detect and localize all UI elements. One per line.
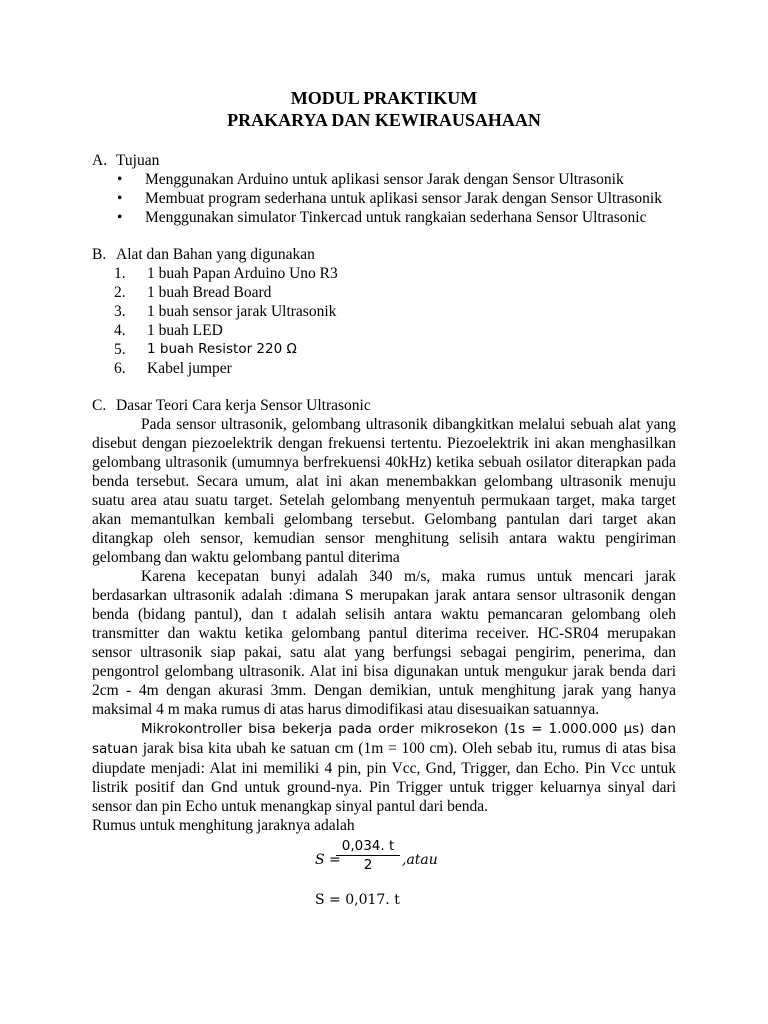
section-a-heading	[92, 151, 676, 170]
section-b-letter: B.	[92, 246, 107, 263]
bullet-icon: •	[117, 171, 123, 188]
section-c-letter: C.	[92, 397, 107, 414]
material-text: 1 buah Bread Board	[147, 284, 272, 301]
item-number: 6.	[114, 360, 126, 377]
materials-list	[92, 264, 676, 378]
list-item	[114, 189, 676, 208]
section-b-heading	[92, 245, 676, 264]
objectives-list	[92, 170, 676, 227]
formula-fraction	[336, 837, 400, 874]
theory-paragraph-2: Karena kecepatan bunyi adalah 340 m/s, maka rumus untuk mencari jarak berdasarkan ultrasonik adalah :dimana S merupakan jarak antara sensor ultrasonik dengan benda (bidang pantul), dan t adalah selisih antara waktu pemancaran gelombang oleh transmitter dan waktu ketika gelombang pantul diterima receiver. HC-SR04 merupakan sensor ultrasonik siap pakai, satu alat yang berfungsi sebagai pengirim, penerima, dan pengontrol gelombang ultrasonik. Alat ini bisa digunakan untuk mengukur jarak benda dari 2cm - 4m dengan akurasi 3mm. Dengan demikian, untuk menghitung jarak yang hanya maksimal 4 m maka rumus di atas harus dimodifikasi atau disesuaikan satuannya.	[92, 568, 676, 718]
theory-paragraph-3	[92, 719, 676, 816]
formula-lhs: S =	[315, 852, 341, 868]
document-subtitle: PRAKARYA DAN KEWIRAUSAHAAN	[227, 110, 541, 130]
item-number: 3.	[114, 303, 126, 320]
objective-text: Membuat program sederhana untuk aplikasi sensor Jarak dengan Sensor Ultrasonik	[145, 190, 662, 207]
section-c-title: Dasar Teori Cara kerja Sensor Ultrasonic	[116, 397, 371, 414]
theory-paragraph-3-text: jarak bisa kita ubah ke satuan cm (1m = 100 cm). Oleh sebab itu, rumus di atas bisa diupdate menjadi: Alat ini memiliki 4 pin, pin Vcc, Gnd, Trigger, dan Echo. Pin Vcc untuk listrik positif dan Gnd untuk ground-nya. Pin Trigger untuk trigger keluarnya sinyal dari sensor dan pin Echo untuk menangkap sinyal pantul dari benda.	[92, 740, 676, 815]
list-item	[114, 321, 676, 340]
objective-text: Menggunakan simulator Tinkercad untuk rangkaian sederhana Sensor Ultrasonic	[145, 209, 647, 226]
distance-formula-2	[92, 891, 676, 911]
section-c-heading	[92, 396, 676, 415]
item-number: 5.	[114, 341, 126, 358]
item-number: 2.	[114, 284, 126, 301]
list-item	[114, 170, 676, 189]
formula-tail: ,atau	[402, 852, 438, 868]
material-text: 1 buah Resistor 220 Ω	[147, 341, 297, 357]
material-text: 1 buah LED	[147, 322, 223, 339]
material-text: Kabel jumper	[147, 360, 232, 377]
formula-2-text: S = 0,017. t	[315, 892, 400, 908]
formula-intro: Rumus untuk menghitung jaraknya adalah	[92, 817, 355, 834]
list-item	[114, 208, 676, 227]
list-item	[114, 340, 676, 359]
list-item	[114, 302, 676, 321]
bullet-icon: •	[117, 209, 123, 226]
bullet-icon: •	[117, 190, 123, 207]
list-item	[114, 283, 676, 302]
item-number: 1.	[114, 265, 126, 282]
section-b-title: Alat dan Bahan yang digunakan	[116, 246, 315, 263]
distance-formula-1	[92, 837, 676, 891]
section-a-title: Tujuan	[116, 152, 160, 169]
material-text: 1 buah sensor jarak Ultrasonik	[147, 303, 337, 320]
list-item	[114, 264, 676, 283]
objective-text: Menggunakan Arduino untuk aplikasi sensor Jarak dengan Sensor Ultrasonik	[145, 171, 624, 188]
material-text: 1 buah Papan Arduino Uno R3	[147, 265, 338, 282]
formula-denominator: 2	[363, 857, 373, 873]
microsecond-note: Mikrokontroller bisa bekerja pada order mikrosekon (1s = 1.000.000 µs) dan satuan	[92, 721, 676, 757]
document-title: MODUL PRAKTIKUM	[290, 88, 478, 108]
theory-paragraph-1: Pada sensor ultrasonik, gelombang ultrasonik dibangkitkan melalui sebuah alat yang disebut dengan piezoelektrik dengan frekuensi tertentu. Piezoelektrik ini akan menghasilkan gelombang ultrasonik (umumnya berfrekuensi 40kHz) ketika sebuah osilator diterapkan pada benda tersebut. Secara umum, alat ini akan menembakkan gelombang ultrasonik menuju suatu area atau suatu target. Setelah gelombang menyentuh permukaan target, maka target akan memantulkan kembali gelombang tersebut. Gelombang pantulan dari target akan ditangkap oleh sensor, kemudian sensor menghitung selisih antara waktu pengiriman gelombang dan waktu gelombang pantul diterima	[92, 416, 676, 566]
list-item	[114, 359, 676, 378]
item-number: 4.	[114, 322, 126, 339]
formula-numerator: 0,034. t	[336, 837, 400, 856]
section-a-letter: A.	[92, 152, 108, 169]
document-page	[92, 87, 676, 911]
